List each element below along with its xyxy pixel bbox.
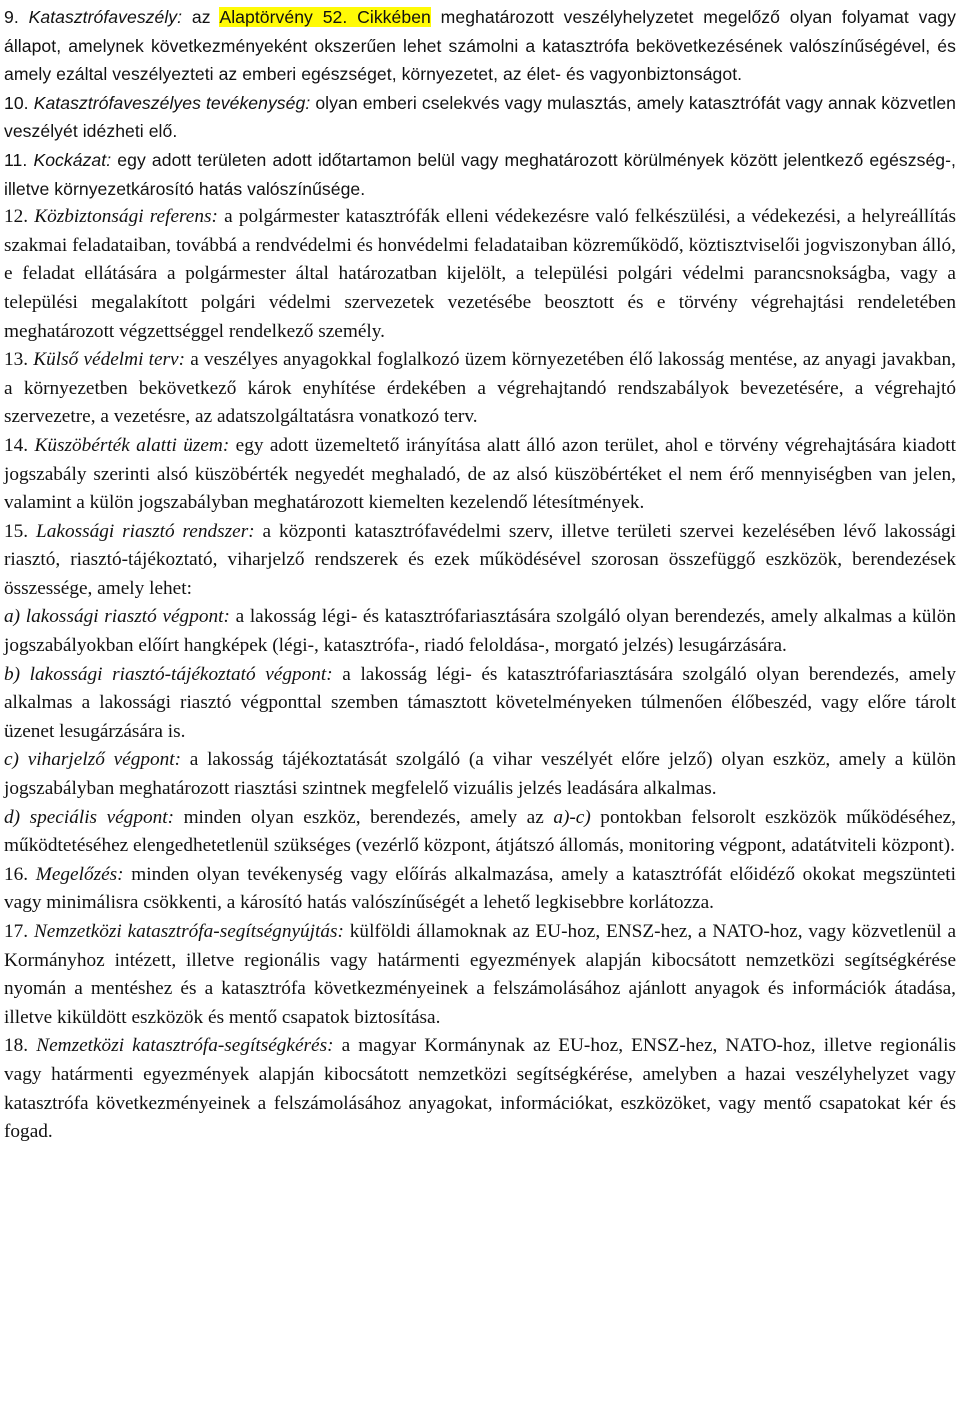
item-text: egy adott üzemeltető irányítása alatt álló azon terület, ahol e törvény végrehajtására kiadott jogszabály szerinti alsó küszöbérték negyedét meghaladó, de az alsó küszöbértéket el nem érő mennyiségben van jelen, valamint a külön jogszabályban meghatározott kiemelten kezelendő létesítmények. bbox=[4, 434, 956, 514]
item-number: 18. bbox=[4, 1035, 29, 1057]
item-number: 15. bbox=[4, 520, 29, 542]
item-number: 16. bbox=[4, 863, 29, 885]
item-text: az bbox=[191, 7, 220, 27]
item-number: 13. bbox=[4, 349, 29, 371]
term-separator bbox=[174, 807, 184, 828]
item-text: a veszélyes anyagokkal foglalkozó üzem környezetében élő lakosság mentése, az anyagi javakban, a környezetben bekövetkező károk enyhítése érdekében a végrehajtandó rendszabályok bevezetésére, a végrehajtó szervezetre, a vezetésre, az adatszolgáltatásra vonatkozó terv. bbox=[4, 349, 956, 428]
item-text: a magyar Kormánynak az EU-hoz, ENSZ-hez, NATO-hoz, illetve regionális vagy határmenti egyezmények alapján kibocsátott nemzetközi segítségkérése, amelyben a hazai veszélyhelyzet vagy katasztrófa következményeinek a felszámolásához anyagokat, információkat, eszközöket, vagy mentő csapatokat kér és fogad. bbox=[4, 1035, 957, 1143]
item-text: a polgármester katasztrófák elleni védekezésre való felkészülési, a védekezési, a helyreállítás szakmai feladataiban, továbbá a rendvédelmi és honvédelmi feladataiban közreműködő, köztisztviselői jogviszonyban álló, e feladat ellátására a polgármester által határozatban kijelölt, a települési polgári védelmi parancsnokságba, vagy a települési megalakított polgári védelmi szervezetek vezetésébe beosztott és e törvény végrehajtási rendeletében meghatározott végzettséggel rendelkező személy. bbox=[4, 206, 956, 342]
item-term: d) speciális végpont: bbox=[4, 806, 175, 828]
item-number: 17. bbox=[4, 921, 29, 942]
item-text: minden olyan tevékenység vagy előírás alkalmazása, amely a katasztrófát előidéző okokat megszünteti vagy minimálisra csökkenti, a károsító hatás valószínűségét a lehető legkisebbre korlátozza. bbox=[4, 863, 956, 914]
definition-item bbox=[4, 1032, 956, 1146]
term-separator bbox=[333, 664, 343, 685]
item-number: 12. bbox=[4, 206, 29, 228]
item-text: a lakosság légi- és katasztrófariasztására szolgáló olyan berendezés, amely alkalmas a lakossági riasztó végponttal szemben támasztott követelményeken túlmenően élőbeszéd, vagy előre tárolt üzenet lesugárzására is. bbox=[4, 663, 956, 742]
definition-item bbox=[4, 203, 956, 346]
definition-item bbox=[4, 603, 956, 660]
term-separator bbox=[334, 1035, 342, 1056]
item-number: 14. bbox=[4, 434, 29, 456]
term-separator bbox=[255, 521, 263, 542]
item-text: külföldi államoknak az EU-hoz, ENSZ-hez, a NATO-hoz, vagy közvetlenül a Kormányhoz intézett, illetve regionális vagy határmenti egyezmények alapján kibocsátott nemzetközi segítségkérése nyomán a mentéshez és a katasztrófa következményeinek a felszámolásához ajánlott anyagok és információk átadása, illetve kiküldött eszközök és mentő csapatok biztosítása. bbox=[4, 921, 956, 1028]
item-term: Nemzetközi katasztrófa-segítségkérés: bbox=[36, 1035, 334, 1057]
definition-item bbox=[4, 918, 956, 1032]
definition-item bbox=[4, 346, 956, 432]
item-text: a lakosság tájékoztatását szolgáló (a vihar veszélyét előre jelző) olyan eszköz, amely a külön jogszabályban meghatározott riasztási szintnek megfelelő vizuális jelzés leadására alkalmas. bbox=[4, 749, 956, 800]
definition-item bbox=[4, 146, 956, 203]
item-term: Lakossági riasztó rendszer: bbox=[36, 520, 255, 542]
item-text: egy adott területen adott időtartamon belül vagy meghatározott körülmények között jelentkező egészség-, illetve környezetkárosító hatás valószínűsége. bbox=[4, 149, 956, 199]
item-term: b) lakossági riasztó-tájékoztató végpont: bbox=[4, 663, 333, 685]
item-number: 9. bbox=[4, 7, 19, 27]
item-term: Katasztrófaveszély: bbox=[28, 7, 183, 27]
definition-item bbox=[4, 804, 956, 861]
item-term: Nemzetközi katasztrófa-segítségnyújtás: bbox=[33, 921, 344, 942]
item-term: c) viharjelző végpont: bbox=[4, 749, 182, 771]
item-number: 11. bbox=[4, 149, 28, 170]
item-reference: a)-c) bbox=[553, 806, 591, 828]
definition-item bbox=[4, 746, 956, 803]
item-term: Küszöbérték alatti üzem: bbox=[34, 434, 230, 456]
term-separator bbox=[181, 749, 190, 770]
definition-item bbox=[4, 3, 956, 89]
item-text-continued: meghatározott veszélyhelyzetet megelőző olyan folyamat vagy állapot, amelynek következményeként okszerűen lehet számolni a katasztrófa bekövetkezésének valószínűségével, és amely ezáltal veszélyezteti az emberi egészséget, környezetet, az élet- és vagyonbiztonságot. bbox=[4, 7, 956, 85]
definition-item bbox=[4, 89, 956, 146]
definition-item bbox=[4, 861, 956, 918]
item-text: minden olyan eszköz, berendezés, amely az bbox=[183, 806, 554, 828]
definition-list bbox=[4, 3, 956, 1147]
highlighted-reference: Alaptörvény 52. Cikkében bbox=[219, 7, 431, 27]
item-text: olyan emberi cselekvés vagy mulasztás, amely katasztrófát vagy annak közvetlen veszélyét idézheti elő. bbox=[4, 92, 956, 142]
item-term: Kockázat: bbox=[33, 149, 112, 170]
term-separator bbox=[182, 7, 192, 27]
item-text-continued: pontokban felsorolt eszközök működéséhez, működtetéséhez elengedhetetlenül szükséges (vezérlő központ, átjátszó állomás, monitoring végpont, adatátviteli központ). bbox=[4, 806, 957, 857]
item-term: a) lakossági riasztó végpont: bbox=[4, 606, 230, 628]
item-term: Közbiztonsági referens: bbox=[34, 206, 218, 228]
item-term: Külső védelmi terv: bbox=[33, 349, 186, 371]
item-text: a lakosság légi- és katasztrófariasztására szolgáló olyan berendezés, amely alkalmas a külön jogszabályokban előírt hangképek (légi-, katasztrófa-, riadó feloldása-, morgató jelzés) lesugárzására. bbox=[4, 606, 957, 657]
item-term: Megelőzés: bbox=[35, 863, 124, 885]
item-number: 10. bbox=[4, 92, 29, 113]
definition-item bbox=[4, 518, 956, 604]
definition-item bbox=[4, 432, 956, 518]
item-text: a központi katasztrófavédelmi szerv, illetve területi szervei kezelésében lévő lakossági riasztó, riasztó-tájékoztató, viharjelző rendszerek és ezek működésével szorosan összefüggő eszközök, berendezések összessége, amely lehet: bbox=[4, 520, 956, 599]
definition-item bbox=[4, 661, 956, 747]
item-term: Katasztrófaveszélyes tevékenység: bbox=[33, 92, 311, 113]
